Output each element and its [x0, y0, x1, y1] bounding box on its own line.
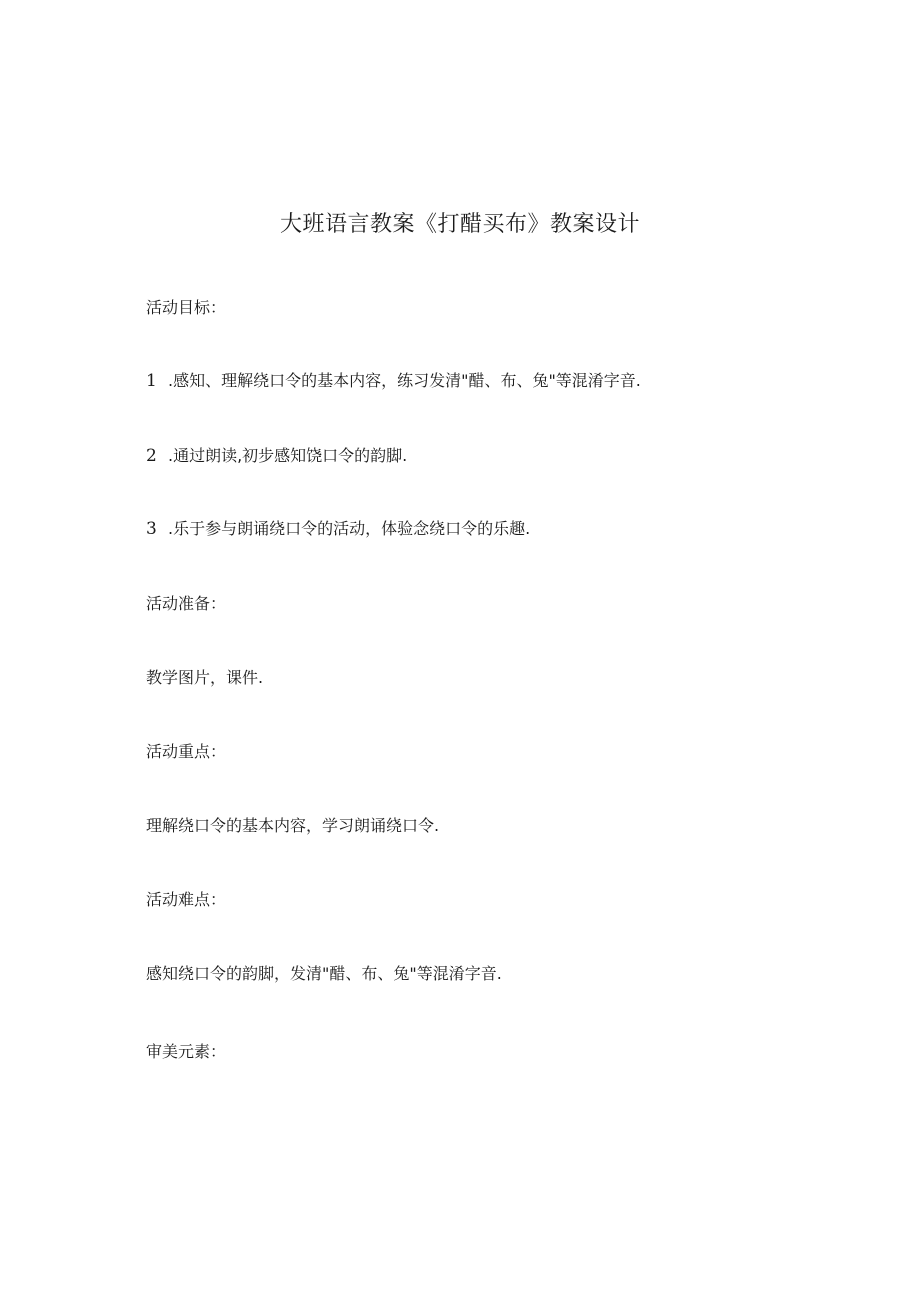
- heading-activity-difficulty: 活动难点：: [146, 890, 227, 909]
- goal-item-1: [146, 370, 641, 392]
- goal-number-3: 3: [146, 519, 157, 539]
- heading-activity-preparation: 活动准备：: [146, 594, 227, 613]
- heading-aesthetic-elements: 审美元素：: [146, 1042, 227, 1061]
- goal-text-1: .感知、理解绕口令的基本内容，练习发清"醋、布、兔"等混淆字音.: [168, 371, 641, 390]
- heading-activity-goals: 活动目标：: [146, 298, 227, 317]
- focus-text: 理解绕口令的基本内容，学习朗诵绕口令.: [146, 816, 440, 835]
- goal-item-3: [146, 518, 530, 540]
- heading-activity-focus: 活动重点：: [146, 742, 227, 761]
- goal-item-2: [146, 445, 407, 467]
- goal-text-2: .通过朗读,初步感知饶口令的韵脚.: [168, 446, 408, 465]
- goal-number-2: 2: [146, 446, 157, 466]
- preparation-text: 教学图片，课件.: [146, 668, 264, 687]
- difficulty-text: 感知绕口令的韵脚，发清"醋、布、兔"等混淆字音.: [146, 964, 502, 983]
- goal-text-3: .乐于参与朗诵绕口令的活动，体验念绕口令的乐趣.: [168, 519, 531, 538]
- document-title: 大班语言教案《打醋买布》教案设计: [279, 212, 640, 237]
- goal-number-1: 1: [146, 371, 157, 391]
